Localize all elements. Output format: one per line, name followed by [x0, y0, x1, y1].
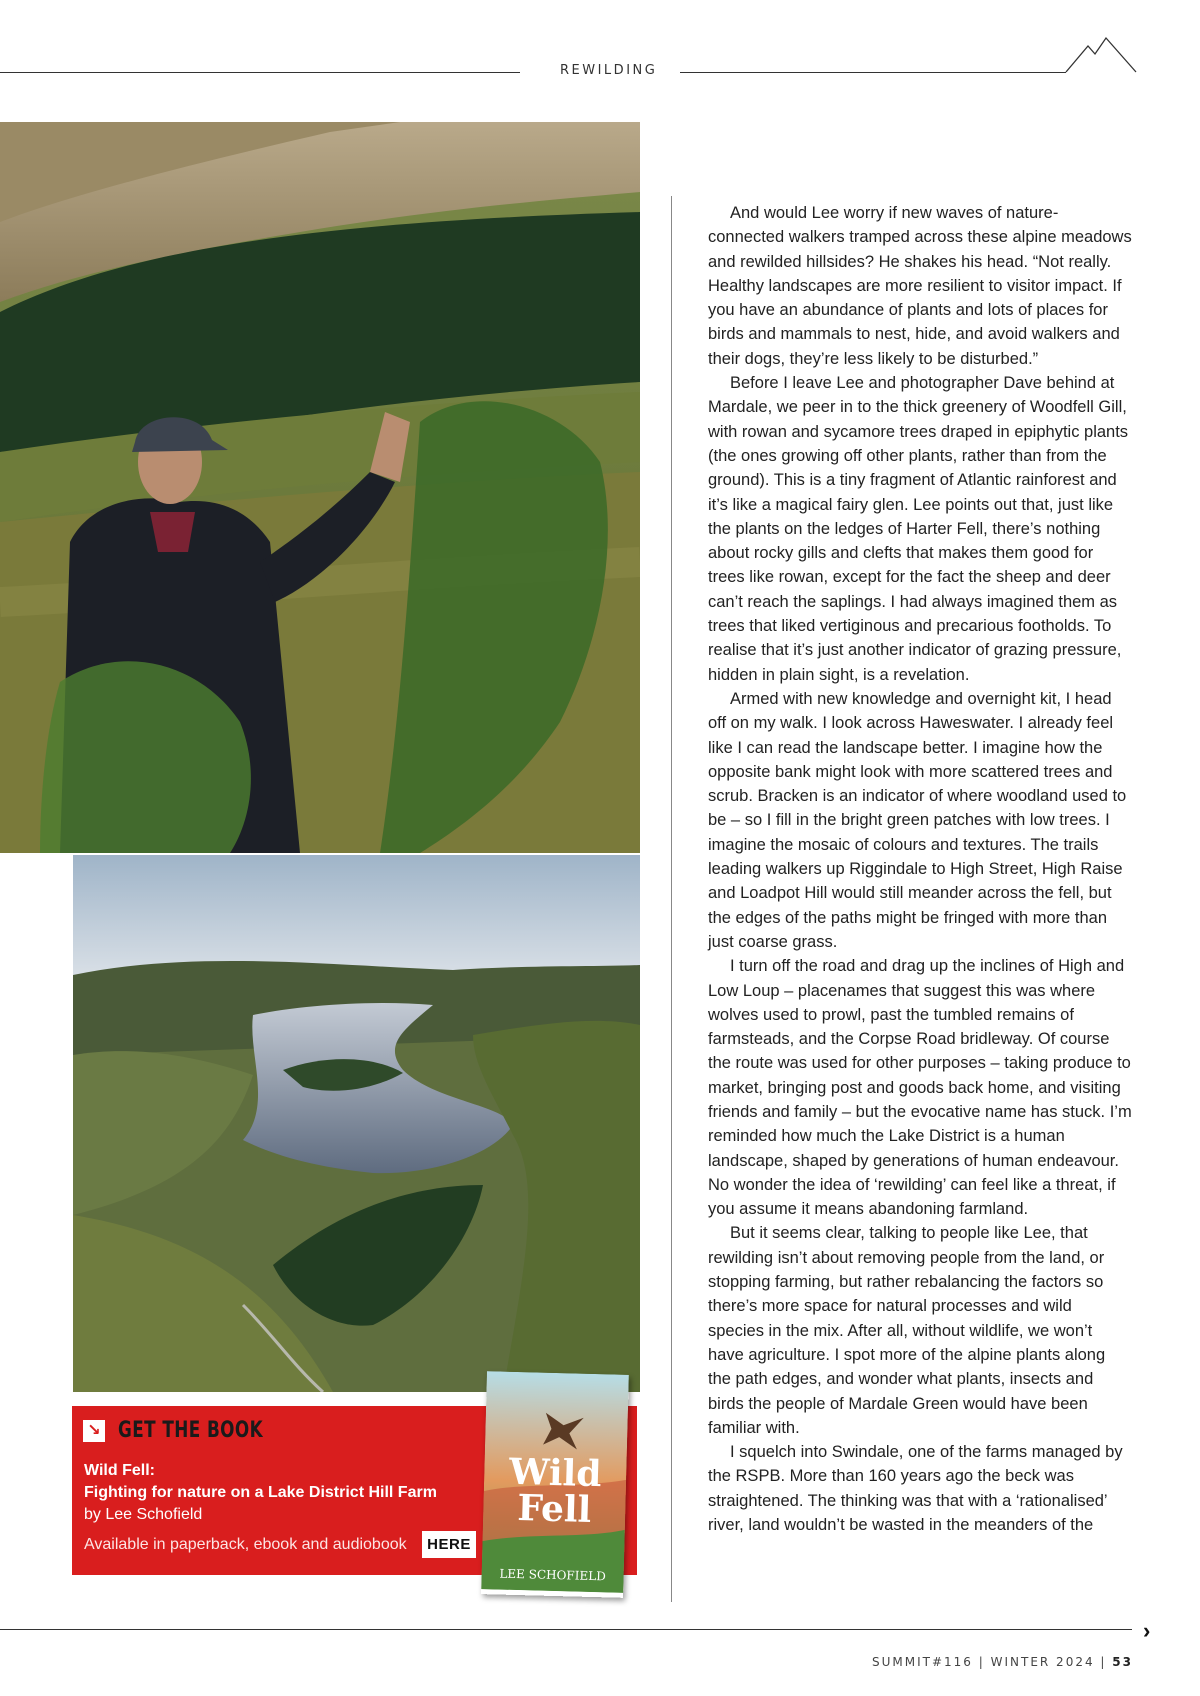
- here-button[interactable]: HERE: [422, 1531, 476, 1558]
- book-title: [84, 1460, 437, 1504]
- article-paragraph: But it seems clear, talking to people like Lee, that rewilding isn’t about removing people from the land, or stopping farming, but rather rebalancing the factors so there’s more space for natural processes and wild species in the mix. After all, without wildlife, we won’t have agriculture. I spot more of the alpine plants along the path edges, and wonder what plants, insects and birds the people of Mardale Green would have been familiar with.: [708, 1224, 1106, 1437]
- arrow-down-right-icon: ↘: [83, 1420, 105, 1442]
- folio-separator: |: [978, 1655, 985, 1669]
- article-paragraph: I turn off the road and drag up the inclines of High and Low Loup – placenames that suggest this was where wolves used to prowl, past the tumbled remains of farmsteads, and the Corpse Road bridleway. Of course the route was used for other purposes – taking produce to market, bringing post and goods back home, and visiting friends and family – but the evocative name has stuck. I’m reminded how much the Lake District is a human landscape, shaped by generations of human endeavour. No wonder the idea of ‘rewilding’ can feel like a threat, if you assume it means abandoning farmland.: [708, 957, 1132, 1219]
- magazine-issue-number: SUMMIT#116: [871, 1655, 973, 1669]
- page-number: 53: [1112, 1655, 1133, 1669]
- mountain-icon: [1058, 36, 1138, 76]
- book-title-line1: Wild Fell:: [84, 1462, 155, 1479]
- cover-author: LEE SCHOFIELD: [499, 1566, 607, 1584]
- section-label: REWILDING: [560, 63, 658, 78]
- book-author: by Lee Schofield: [84, 1506, 203, 1523]
- cover-title-line1: Wild: [508, 1450, 602, 1496]
- article-paragraph: Before I leave Lee and photographer Dave behind at Mardale, we peer in to the thick greenery of Woodfell Gill, with rowan and sycamore trees draped in epiphytic plants (the ones growing off other plants, rather than from the ground). This is a tiny fragment of Atlantic rainforest and it’s like a magical fairy glen. Lee points out that, just like the plants on the ledges of Harter Fell, there’s nothing about rocky gills and clefts that makes them good for trees like rowan, except for the fact the sheep and deer can’t reach the saplings. I had always imagined them as trees that liked vertiginous and precarious footholds. To realise that it’s just another indicator of grazing pressure, hidden in plain sight, is a revelation.: [708, 374, 1129, 684]
- header-rule-left: [0, 72, 520, 73]
- column-divider: [671, 196, 672, 1602]
- article-body: [708, 201, 1132, 1537]
- footer-rule: [0, 1629, 1132, 1630]
- folio-separator: |: [1100, 1655, 1107, 1669]
- article-paragraph: I squelch into Swindale, one of the farms managed by the RSPB. More than 160 years ago the beck was straightened. The thinking was that with a ‘rationalised’ river, land wouldn’t be wasted in the meanders of the: [708, 1443, 1123, 1535]
- book-title-line2: Fighting for nature on a Lake District Hill Farm: [84, 1484, 437, 1501]
- cover-title-line2: Fell: [516, 1487, 592, 1531]
- article-paragraph: And would Lee worry if new waves of nature-connected walkers tramped across these alpine meadows and rewilded hillsides? He shakes his head. “Not really. Healthy landscapes are more resilient to visitor impact. If you have an abundance of plants and lots of places for birds and mammals to nest, hide, and avoid walkers and their dogs, they’re less likely to be disturbed.”: [708, 204, 1132, 368]
- book-cover: [481, 1371, 629, 1598]
- chevron-right-icon[interactable]: ›: [1143, 1618, 1151, 1643]
- issue-date: WINTER 2024: [990, 1655, 1095, 1669]
- photo-lee-in-valley: [0, 122, 640, 853]
- get-the-book-heading: GET THE BOOK: [118, 1418, 264, 1443]
- photo-haweswater: [73, 855, 640, 1392]
- article-paragraph: Armed with new knowledge and overnight kit, I head off on my walk. I look across Haweswater. I already feel like I can read the landscape better. I imagine how the opposite bank might look with more scattered trees and scrub. Bracken is an indicator of where woodland used to be – so I fill in the bright green patches with low trees. I imagine the mosaic of colours and textures. The trails leading walkers up Riggindale to High Street, High Raise and Loadpot Hill would still meander across the fell, but the edges of the paths might be fringed with more than just coarse grass.: [708, 689, 1127, 951]
- header-rule-right: [680, 72, 1066, 73]
- book-availability: Available in paperback, ebook and audiobook: [84, 1536, 407, 1553]
- folio: [872, 1655, 1133, 1669]
